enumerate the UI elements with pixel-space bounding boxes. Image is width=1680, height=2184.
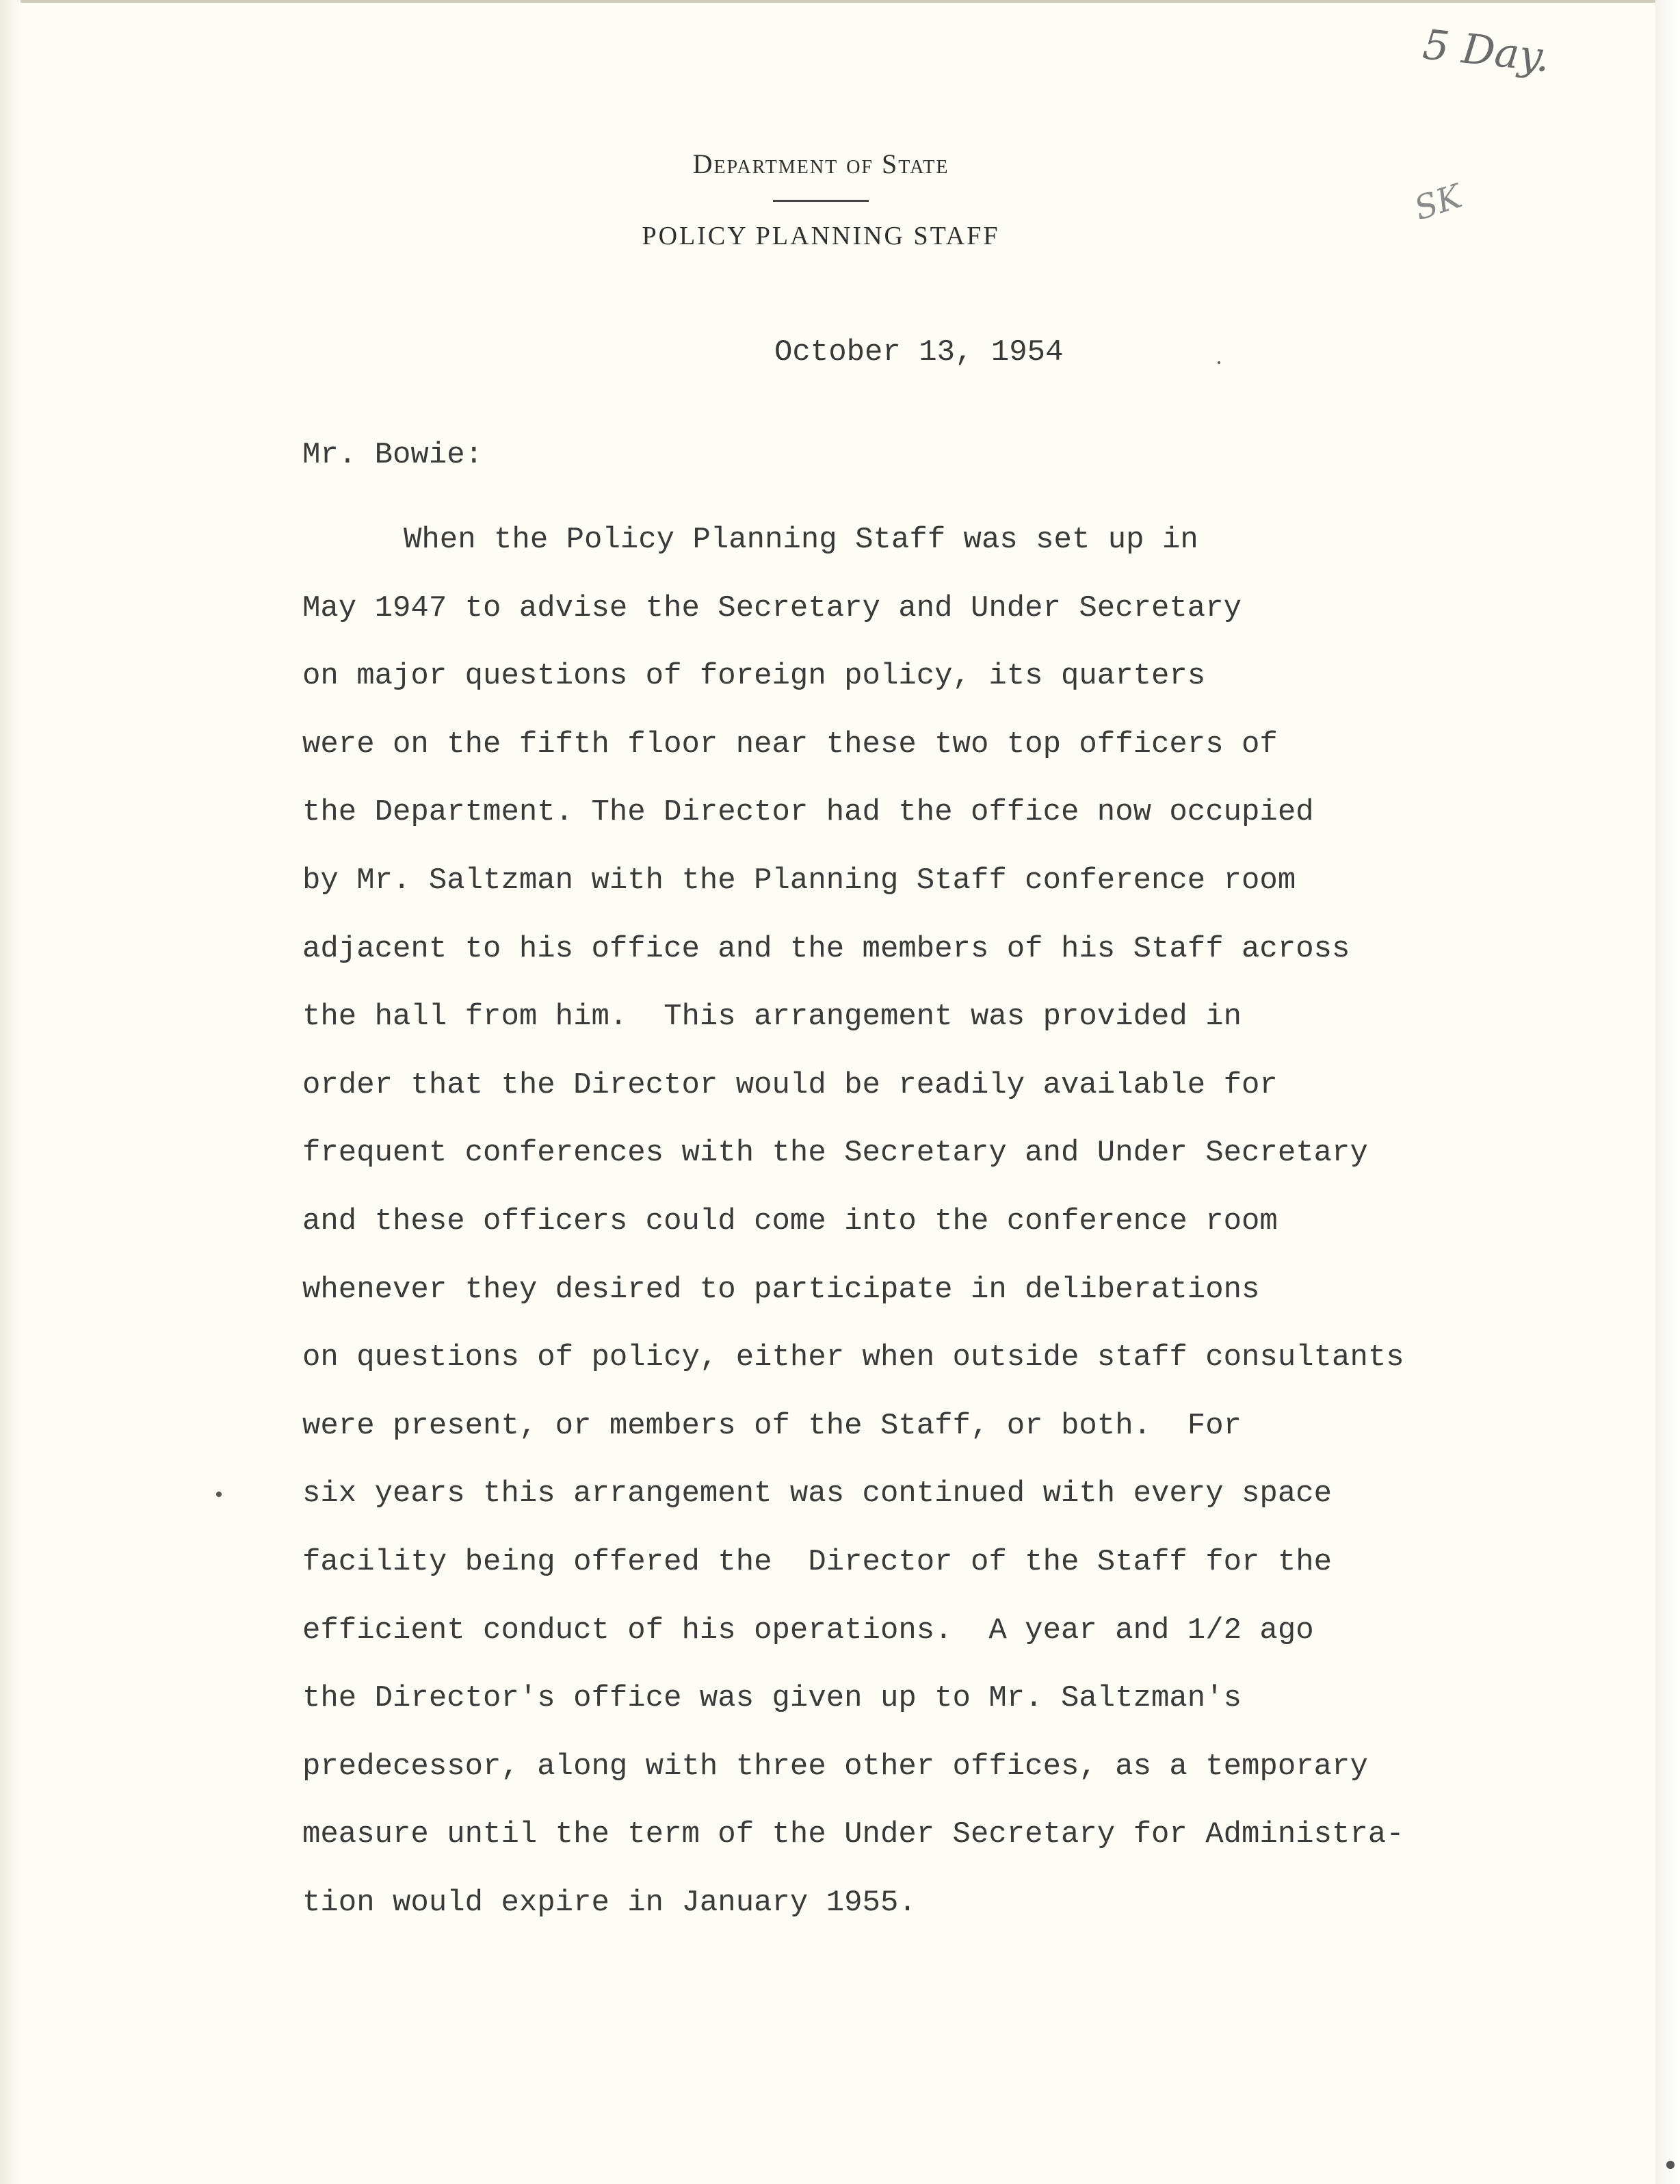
letter-date: October 13, 1954 bbox=[774, 335, 1064, 369]
letterhead bbox=[506, 137, 1136, 257]
staff-name: POLICY PLANNING STAFF bbox=[642, 222, 1000, 250]
letter-body bbox=[302, 506, 1602, 1937]
body-line: frequent conferences with the Secretary and Under Secretary bbox=[302, 1136, 1368, 1171]
body-line: by Mr. Saltzman with the Planning Staff conference room bbox=[302, 863, 1296, 898]
body-line: adjacent to his office and the members of his Staff across bbox=[302, 931, 1350, 966]
right-edge-shadow bbox=[1655, 0, 1680, 2184]
body-line: the Director's office was given up to Mr. Saltzman's bbox=[302, 1681, 1242, 1716]
body-line: were on the fifth floor near these two top officers of bbox=[302, 727, 1278, 762]
body-line: predecessor, along with three other offices, as a temporary bbox=[302, 1749, 1368, 1784]
left-fold-shadow bbox=[0, 0, 21, 2184]
body-line: May 1947 to advise the Secretary and Under Secretary bbox=[302, 590, 1242, 625]
body-line: were present, or members of the Staff, or both. For bbox=[302, 1408, 1242, 1443]
body-line: and these officers could come into the conference room bbox=[302, 1204, 1278, 1238]
handwritten-initials: SK bbox=[1410, 177, 1467, 229]
body-line: measure until the term of the Under Secretary for Administra- bbox=[302, 1817, 1404, 1852]
handwritten-note: 5 Day. bbox=[1420, 21, 1553, 82]
paper-speck bbox=[1218, 361, 1220, 364]
paper-speck bbox=[216, 1492, 222, 1497]
body-line: facility being offered the Director of the Staff for the bbox=[302, 1544, 1333, 1579]
top-edge bbox=[0, 0, 1680, 3]
department-name: Department of State bbox=[692, 148, 949, 179]
body-line: the Department. The Director had the office now occupied bbox=[302, 795, 1314, 830]
paper-speck bbox=[1666, 2161, 1675, 2169]
body-line: order that the Director would be readily available for bbox=[302, 1067, 1278, 1102]
body-line: tion would expire in January 1955. bbox=[302, 1885, 917, 1920]
body-line: on questions of policy, either when outside staff consultants bbox=[302, 1340, 1404, 1375]
salutation: Mr. Bowie: bbox=[302, 438, 484, 472]
body-line: whenever they desired to participate in deliberations bbox=[302, 1272, 1260, 1307]
body-line: efficient conduct of his operations. A year and 1/2 ago bbox=[302, 1613, 1314, 1648]
body-line: the hall from him. This arrangement was provided in bbox=[302, 1000, 1242, 1035]
body-line: When the Policy Planning Staff was set up in bbox=[404, 523, 1198, 557]
body-line: six years this arrangement was continued with every space bbox=[302, 1477, 1333, 1511]
letterhead-divider bbox=[773, 200, 869, 202]
body-line: on major questions of foreign policy, its quarters bbox=[302, 659, 1206, 694]
